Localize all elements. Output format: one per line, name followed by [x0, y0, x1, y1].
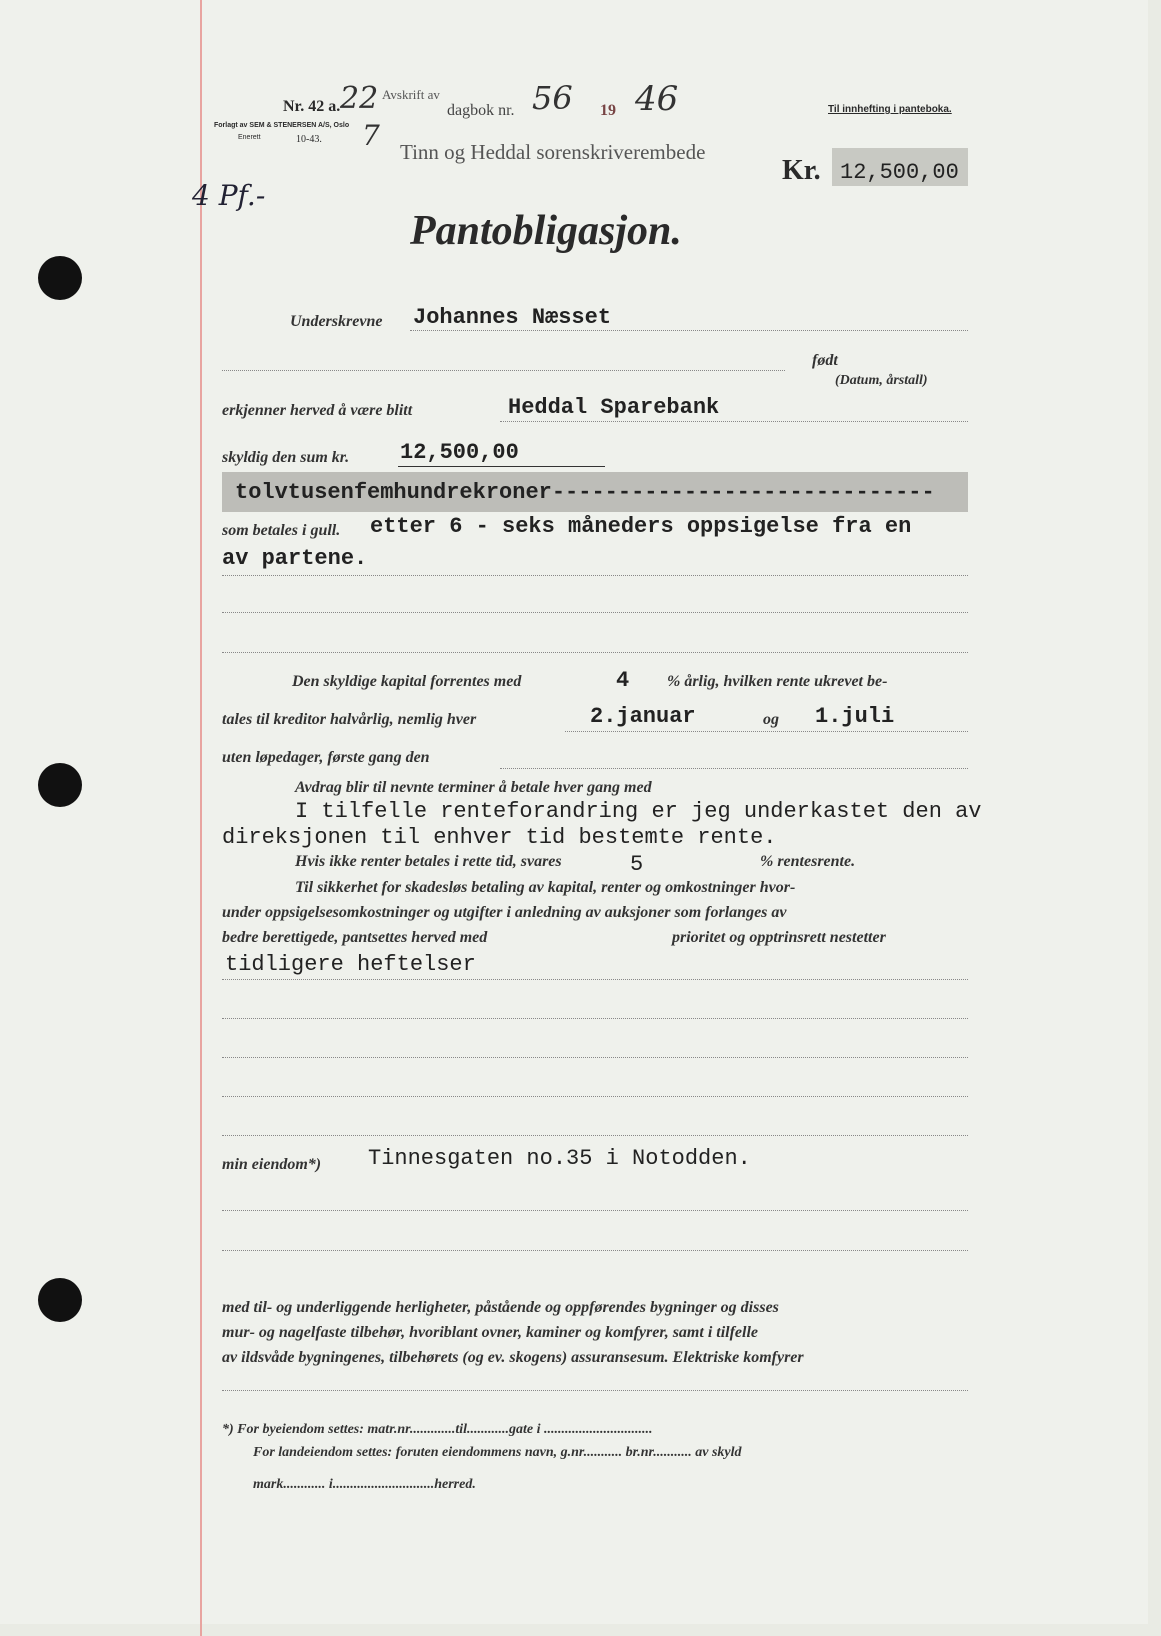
publisher: Forlagt av SEM & STENERSEN A/S, Oslo	[214, 122, 350, 129]
security-text-2: under oppsigelsesomkostninger og utgifter i anledning av auksjoner som forlanges av	[222, 904, 787, 921]
late-rate: 5	[630, 852, 644, 877]
security-text-1: Til sikkerhet for skadesløs betaling av kapital, renter og omkostninger hvor-	[295, 879, 796, 896]
payment-terms-1: etter 6 - seks måneders oppsigelse fra en	[370, 514, 912, 539]
punch-hole	[38, 763, 82, 807]
amount: 12,500,00	[840, 160, 959, 185]
born-label: født	[812, 352, 838, 369]
page-title: Pantobligasjon.	[410, 208, 682, 254]
payment-label: som betales i gull.	[222, 522, 341, 539]
og-label: og	[763, 711, 779, 728]
handwritten-day: 22	[340, 81, 379, 116]
interest-date-1: 2.januar	[590, 704, 696, 729]
avdrag-text: Avdrag blir til nevnte terminer å betale hver gang med	[295, 779, 652, 796]
late-text-2: % rentesrente.	[760, 853, 856, 870]
footnote-3: mark............ i.............................herred.	[253, 1477, 476, 1492]
punch-hole	[38, 1278, 82, 1322]
creditor-label: erkjenner herved å være blitt	[222, 402, 413, 419]
sum-value: 12,500,00	[400, 440, 519, 465]
form-number: Nr. 42 a.	[283, 98, 341, 115]
innhefting-note: Til innhefting i panteboka.	[828, 104, 952, 115]
punch-hole	[38, 256, 82, 300]
inclusion-text-2: mur- og nagelfaste tilbehør, hvoriblant ovner, kaminer og komfyrer, samt i tilfelle	[222, 1324, 759, 1341]
late-text-1: Hvis ikke renter betales i rette tid, svares	[295, 853, 562, 870]
footnote-1: *) For byeiendom settes: matr.nr.............til............gate i ...............................	[222, 1422, 653, 1437]
payment-terms-2: av partene.	[222, 546, 368, 571]
property-value: Tinnesgaten no.35 i Notodden.	[368, 1146, 751, 1171]
interest-text-3: tales til kreditor halvårlig, nemlig hver	[222, 711, 477, 728]
year-suffix: 46	[635, 79, 679, 119]
inclusion-text-1: med til- og underliggende herligheter, påstående og oppførendes bygninger og disses	[222, 1299, 779, 1316]
inclusion-text-3: av ildsvåde bygningenes, tilbehørets (og ev. skogens) assuransesum. Elektriske komfyrer	[222, 1349, 804, 1366]
sum-label: skyldig den sum kr.	[222, 449, 350, 466]
property-label: min eiendom*)	[222, 1156, 322, 1173]
dagbok-number: 56	[532, 79, 573, 117]
edition: 10-43.	[296, 134, 322, 145]
footnote-2: For landeiendom settes: foruten eiendommens navn, g.nr........... br.nr........... av skyld	[253, 1445, 742, 1460]
margin-line	[200, 0, 202, 1636]
creditor-value: Heddal Sparebank	[508, 395, 720, 420]
dagbok-label: dagbok nr.	[447, 102, 515, 119]
kr-label: Kr.	[782, 155, 821, 186]
avskrift-label: Avskrift av	[382, 87, 440, 102]
rente-clause-1: I tilfelle renteforandring er jeg underkastet den av	[295, 799, 982, 824]
sum-words: tolvtusenfemhundrekroner-----------------------------	[235, 480, 935, 505]
undersigned-label: Underskrevne	[290, 313, 383, 330]
handwritten-month: 7	[362, 119, 380, 152]
year-prefix: 19	[600, 102, 616, 119]
interest-rate: 4	[616, 668, 630, 693]
interest-text-2: % årlig, hvilken rente ukrevet be-	[667, 673, 888, 690]
enerett: Enerett	[238, 134, 261, 141]
security-text-4: prioritet og opptrinsrett nestetter	[672, 929, 886, 946]
priority-value: tidligere heftelser	[225, 952, 476, 977]
interest-text-1: Den skyldige kapital forrentes med	[292, 673, 522, 690]
margin-note: 4 Pf.-	[192, 179, 266, 212]
undersigned-value: Johannes Næsset	[413, 305, 612, 330]
rente-clause-2: direksjonen til enhver tid bestemte rente.	[222, 825, 777, 850]
born-hint: (Datum, årstall)	[835, 373, 928, 388]
interest-date-2: 1.juli	[815, 704, 895, 729]
security-text-3: bedre berettigede, pantsettes herved med	[222, 929, 488, 946]
office-stamp: Tinn og Heddal sorenskriverembede	[400, 140, 706, 164]
first-payment-label: uten løpedager, første gang den	[222, 749, 430, 766]
